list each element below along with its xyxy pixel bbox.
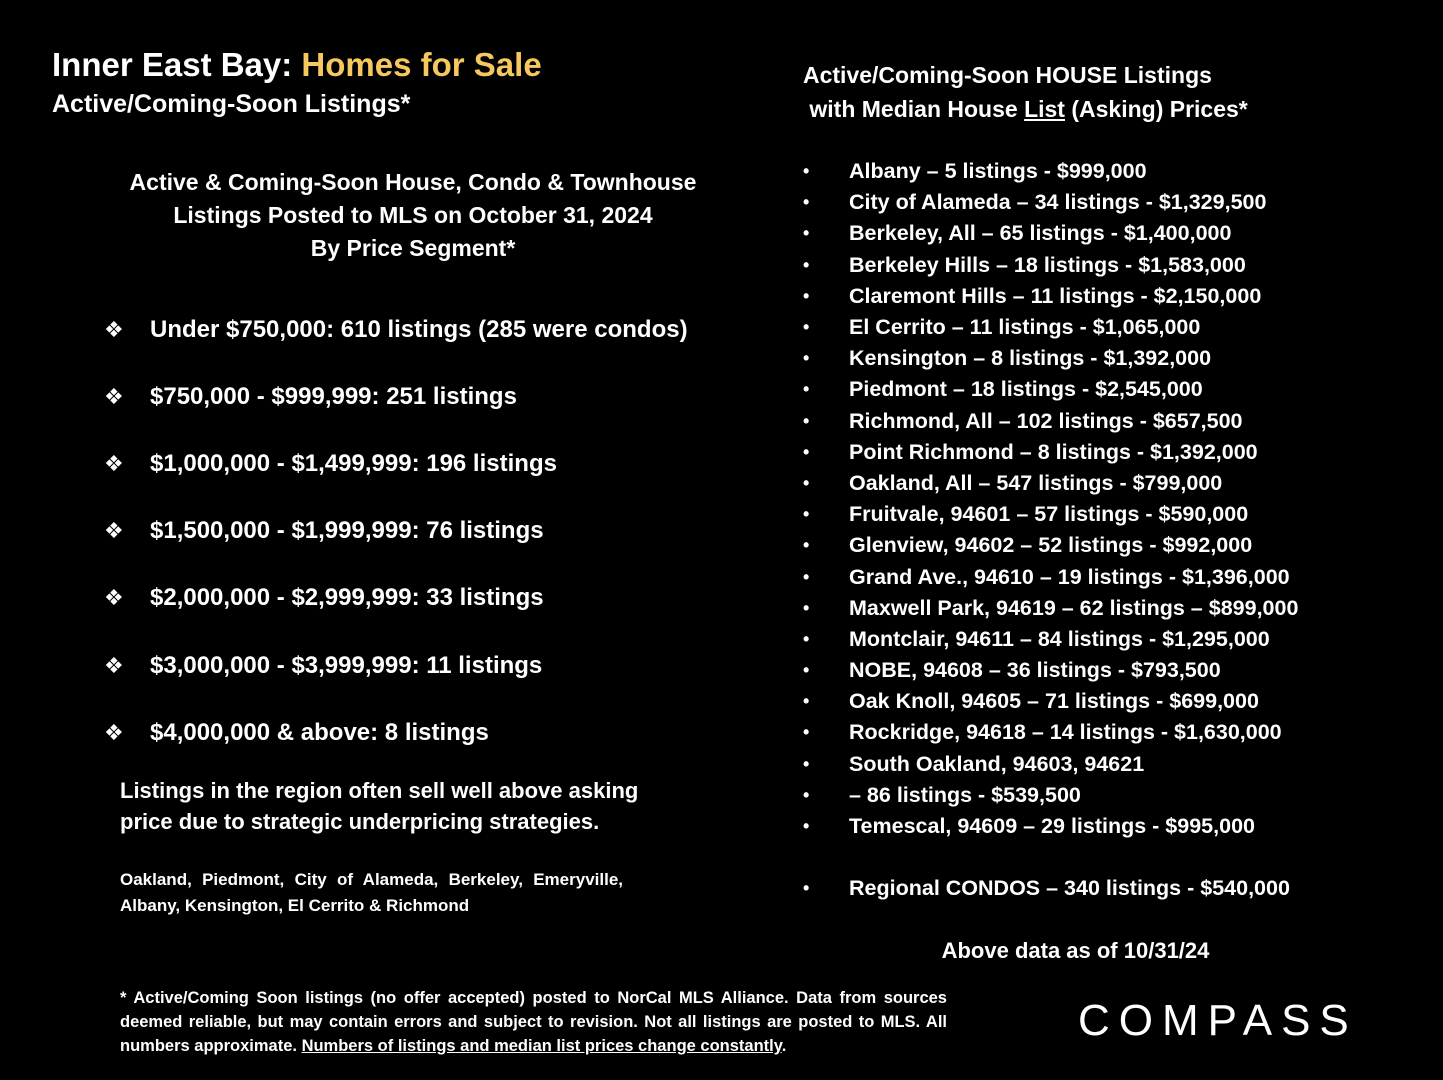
- list-item: [803, 187, 1423, 218]
- diamond-bullet-icon: ❖: [104, 585, 124, 611]
- footnote-text: * Active/Coming Soon listings (no offer accepted) posted to NorCal MLS Alliance. Data from sources deemed reliable, but may contain errors and subject to revision. Not all listings are posted to MLS. All numbers approximate.: [120, 989, 947, 1055]
- pricing-note-line1: Listings in the region often sell well above asking: [120, 778, 639, 803]
- footnote-underlined: Numbers of listings and median list prices change constantly: [301, 1037, 782, 1055]
- list-item: [803, 780, 1423, 811]
- city-item-label: Maxwell Park, 94619 – 62 listings – $899,000: [849, 595, 1299, 620]
- footnote-end: .: [781, 1037, 787, 1055]
- city-listings-list: [803, 156, 1423, 905]
- segment-label: $3,000,000 - $3,999,999: 11 listings: [150, 651, 543, 679]
- list-item: [803, 218, 1423, 249]
- diamond-bullet-icon: ❖: [104, 719, 124, 745]
- city-item-label: City of Alameda – 34 listings - $1,329,500: [849, 190, 1267, 215]
- bullet-icon: •: [803, 753, 810, 774]
- header-line2-pre: with Median House: [803, 96, 1025, 122]
- diamond-bullet-icon: ❖: [104, 316, 124, 342]
- segment-item: [104, 363, 744, 430]
- segment-label: $4,000,000 & above: 8 listings: [150, 718, 489, 746]
- house-listings-header-line2: [803, 92, 1248, 126]
- house-listings-header-line1: Active/Coming-Soon HOUSE Listings: [803, 62, 1212, 88]
- city-item-label: Temescal, 94609 – 29 listings - $995,000: [849, 814, 1255, 839]
- city-item-label: Rockridge, 94618 – 14 listings - $1,630,000: [849, 720, 1282, 745]
- bullet-icon: •: [803, 878, 810, 899]
- list-item: [803, 561, 1423, 592]
- list-spacer: [803, 842, 1423, 873]
- diamond-bullet-icon: ❖: [104, 652, 124, 678]
- bullet-icon: •: [803, 504, 810, 525]
- bullet-icon: •: [803, 628, 810, 649]
- segment-label: $750,000 - $999,999: 251 listings: [150, 382, 517, 410]
- city-item-label: Point Richmond – 8 listings - $1,392,000: [849, 439, 1258, 464]
- condos-label: Regional CONDOS – 340 listings - $540,000: [849, 876, 1290, 901]
- segment-item: [104, 498, 744, 565]
- city-item-label: El Cerrito – 11 listings - $1,065,000: [849, 315, 1201, 340]
- city-item-label: Oakland, All – 547 listings - $799,000: [849, 470, 1223, 495]
- segment-item: [104, 565, 744, 632]
- title-prefix: Inner East Bay:: [52, 46, 302, 83]
- segment-item: [104, 699, 744, 766]
- segment-label: Under $750,000: 610 listings (285 were condos): [150, 315, 688, 343]
- city-item-label: NOBE, 94608 – 36 listings - $793,500: [849, 658, 1221, 683]
- bullet-icon: •: [803, 784, 810, 805]
- list-item: [803, 686, 1423, 717]
- city-item-label: Berkeley, All – 65 listings - $1,400,000: [849, 221, 1232, 246]
- bullet-icon: •: [803, 660, 810, 681]
- list-item: [803, 281, 1423, 312]
- bullet-icon: •: [803, 192, 810, 213]
- segments-header: [100, 166, 726, 265]
- condos-item: [803, 873, 1423, 904]
- bullet-icon: •: [803, 722, 810, 743]
- city-item-label: Glenview, 94602 – 52 listings - $992,000: [849, 533, 1253, 558]
- list-item: [803, 468, 1423, 499]
- areas-covered: Oakland, Piedmont, City of Alameda, Berkeley, Emeryville, Albany, Kensington, El Cerrito & Richmond: [120, 870, 623, 915]
- segment-item: [104, 430, 744, 497]
- city-item-label: Piedmont – 18 listings - $2,545,000: [849, 377, 1203, 402]
- house-listings-header: [803, 58, 1248, 126]
- diamond-bullet-icon: ❖: [104, 383, 124, 409]
- bullet-icon: •: [803, 254, 810, 275]
- segment-item: [104, 296, 744, 363]
- bullet-icon: •: [803, 161, 810, 182]
- bullet-icon: •: [803, 285, 810, 306]
- bullet-icon: •: [803, 410, 810, 431]
- list-item: [803, 406, 1423, 437]
- list-item: [803, 811, 1423, 842]
- title-accent: Homes for Sale: [301, 46, 542, 83]
- bullet-icon: •: [803, 379, 810, 400]
- segment-label: $1,000,000 - $1,499,999: 196 listings: [150, 449, 557, 477]
- pricing-note-line2: price due to strategic underpricing strategies.: [120, 809, 600, 834]
- bullet-icon: •: [803, 535, 810, 556]
- list-item: [803, 250, 1423, 281]
- bullet-icon: •: [803, 348, 810, 369]
- list-item: [803, 624, 1423, 655]
- city-item-label: Oak Knoll, 94605 – 71 listings - $699,000: [849, 689, 1259, 714]
- segments-header-line1: Active & Coming-Soon House, Condo & Townhouse: [129, 169, 697, 195]
- city-item-label: Albany – 5 listings - $999,000: [849, 159, 1147, 184]
- city-item-label: Richmond, All – 102 listings - $657,500: [849, 408, 1243, 433]
- diamond-bullet-icon: ❖: [104, 450, 124, 476]
- city-item-label: Berkeley Hills – 18 listings - $1,583,000: [849, 252, 1246, 277]
- segment-label: $2,000,000 - $2,999,999: 33 listings: [150, 584, 544, 612]
- bullet-icon: •: [803, 691, 810, 712]
- header-line2-underlined: List: [1024, 96, 1065, 122]
- compass-logo: COMPASS: [1078, 996, 1358, 1045]
- list-item: [803, 530, 1423, 561]
- pricing-note: [120, 775, 680, 837]
- page-subtitle: Active/Coming-Soon Listings*: [52, 90, 411, 118]
- page-title: [52, 44, 542, 86]
- city-item-label: – 86 listings - $539,500: [849, 782, 1081, 807]
- list-item: [803, 593, 1423, 624]
- city-item-label: Montclair, 94611 – 84 listings - $1,295,000: [849, 626, 1270, 651]
- list-item: [803, 749, 1423, 780]
- bullet-icon: •: [803, 223, 810, 244]
- list-item: [803, 499, 1423, 530]
- list-item: [803, 437, 1423, 468]
- list-item: [803, 156, 1423, 187]
- data-as-of: Above data as of 10/31/24: [941, 938, 1210, 963]
- list-item: [803, 374, 1423, 405]
- city-item-label: South Oakland, 94603, 94621: [849, 751, 1145, 776]
- bullet-icon: •: [803, 597, 810, 618]
- bullet-icon: •: [803, 317, 810, 338]
- price-segment-list: [104, 296, 744, 766]
- footnote: [120, 986, 947, 1058]
- list-item: [803, 343, 1423, 374]
- segments-header-line2: Listings Posted to MLS on October 31, 2024: [173, 202, 653, 228]
- bullet-icon: •: [803, 472, 810, 493]
- segment-label: $1,500,000 - $1,999,999: 76 listings: [150, 517, 544, 545]
- city-item-label: Grand Ave., 94610 – 19 listings - $1,396,000: [849, 564, 1290, 589]
- bullet-icon: •: [803, 816, 810, 837]
- city-item-label: Fruitvale, 94601 – 57 listings - $590,000: [849, 502, 1249, 527]
- list-item: [803, 655, 1423, 686]
- city-item-label: Kensington – 8 listings - $1,392,000: [849, 346, 1212, 371]
- header-line2-post: (Asking) Prices*: [1064, 96, 1248, 122]
- list-item: [803, 717, 1423, 748]
- city-item-label: Claremont Hills – 11 listings - $2,150,000: [849, 283, 1262, 308]
- segment-item: [104, 632, 744, 699]
- list-item: [803, 312, 1423, 343]
- segments-header-line3: By Price Segment*: [310, 235, 516, 261]
- bullet-icon: •: [803, 566, 810, 587]
- bullet-icon: •: [803, 441, 810, 462]
- diamond-bullet-icon: ❖: [104, 518, 124, 544]
